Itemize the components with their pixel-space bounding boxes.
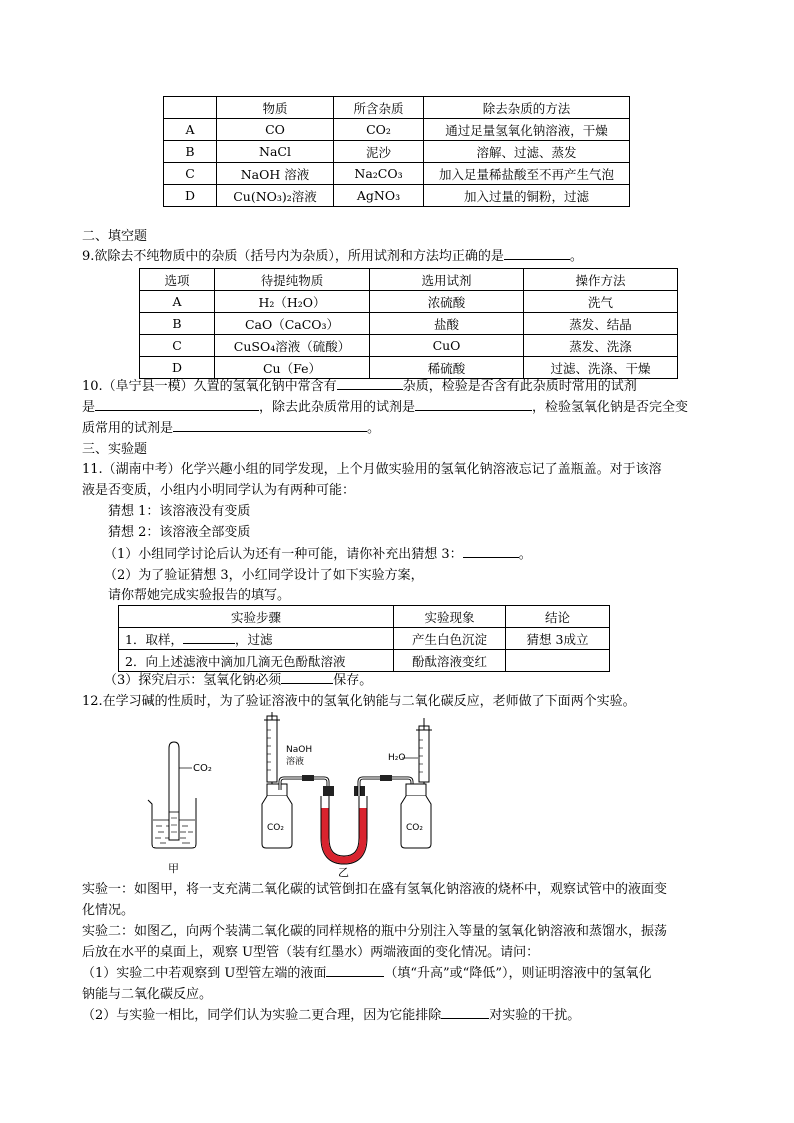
question-11-sub-3 (104, 670, 372, 691)
step-text: 1．取样， (125, 631, 183, 647)
section-heading-experiment: 三、实验题 (82, 442, 148, 457)
guess-1: 猜想 1：该溶液没有变质 (108, 504, 251, 519)
figure-yi (262, 712, 432, 879)
table-cell: Cu（Fe） (215, 357, 370, 379)
question-11-sub-2b: 请你帮她完成实验报告的填写。 (108, 588, 291, 603)
table-row (164, 163, 630, 185)
question-12-line-1: 12.在学习碱的性质时，为了验证溶液中的氢氧化钠能与二氧化碳反应，老师做了下面两个实验。 (82, 694, 636, 709)
table-row (164, 141, 630, 163)
table-cell (164, 97, 217, 119)
table-cell: 除去杂质的方法 (424, 97, 630, 119)
table-cell: CO (217, 119, 334, 141)
question-10-line-1 (82, 376, 637, 397)
experiment-figures (140, 712, 440, 882)
question-10-text: 杂质，检验是否含有此杂质时常用的试剂 (402, 379, 637, 394)
question-10-line-3 (82, 418, 380, 439)
experiment-1-line-1: 实验一：如图甲，将一支充满二氧化碳的试管倒扣在盛有氢氧化钠溶液的烧杯中，观察试管中的液面变 (82, 882, 668, 897)
punctuation: 。 (518, 547, 532, 562)
question-11-line-2: 液是否变质，小组内小明同学认为有两种可能： (82, 483, 356, 498)
table-cell (506, 650, 610, 672)
table-cell: 产生白色沉淀 (394, 628, 506, 650)
question-11-text: （1）小组同学讨论后认为还有一种可能，请你补充出猜想 3： (104, 547, 463, 562)
figure-label-yi: 乙 (338, 866, 349, 879)
question-12-text: （1）实验二中若观察到 U型管左端的液面 (82, 966, 327, 981)
table-cell: CO₂ (334, 119, 424, 141)
question-12-sub-1-cont: 钠能与二氧化碳反应。 (82, 987, 213, 1002)
table-header-row (164, 97, 630, 119)
table-cell: A (164, 119, 217, 141)
table-cell: CuSO₄溶液（硫酸） (215, 335, 370, 357)
step-text: ，过滤 (234, 631, 273, 647)
co2-label-right: CO₂ (406, 823, 423, 833)
table-cell: 加入足量稀盐酸至不再产生气泡 (424, 163, 630, 185)
table-cell: 蒸发、结晶 (524, 313, 678, 335)
answer-blank[interactable] (441, 1005, 489, 1019)
table-cell: A (140, 291, 215, 313)
question-10-text: 是 (82, 400, 96, 415)
question-10-text: ，除去此杂质常用的试剂是 (259, 400, 416, 415)
table-cell: 选用试剂 (370, 269, 524, 291)
table-cell: CaO（CaCO₃） (215, 313, 370, 335)
table-header-row (140, 269, 678, 291)
answer-blank[interactable] (173, 418, 367, 432)
table-cell: NaOH 溶液 (217, 163, 334, 185)
naoh-label: NaOH (286, 745, 313, 755)
table-cell: 实验现象 (394, 606, 506, 628)
table-cell: 盐酸 (370, 313, 524, 335)
bottle-left-icon (262, 796, 292, 848)
question-12-text: （2）与实验一相比，同学们认为实验二更合理，因为它能排除 (82, 1008, 442, 1023)
table-cell: NaCl (217, 141, 334, 163)
table-cell: 所含杂质 (334, 97, 424, 119)
question-11-sub-1 (104, 544, 532, 565)
table-row (140, 313, 678, 335)
syringe-right-icon (419, 726, 429, 782)
table-cell: 蒸发、洗涤 (524, 335, 678, 357)
table-cell: C (140, 335, 215, 357)
punctuation: 。 (367, 421, 381, 436)
table-cell: CuO (370, 335, 524, 357)
table-cell: 通过足量氢氧化钠溶液，干燥 (424, 119, 630, 141)
question-12-text: 对实验的干扰。 (489, 1008, 581, 1023)
question-9 (82, 246, 583, 267)
table-row (119, 650, 610, 672)
figure-label-jia: 甲 (168, 862, 179, 875)
experiment-1-line-2: 化情况。 (82, 903, 135, 918)
table-cell: D (140, 357, 215, 379)
table-cell: 加入过量的铜粉，过滤 (424, 185, 630, 207)
question-11-sub-2: （2）为了验证猜想 3，小红同学设计了如下实验方案， (104, 568, 424, 583)
experiment-report-table (118, 605, 610, 672)
table-row (164, 185, 630, 207)
answer-blank[interactable] (326, 963, 384, 977)
question-12-text: （填“升高”或“降低”），则证明溶液中的氢氧化 (384, 966, 652, 981)
answer-blank[interactable] (415, 397, 532, 411)
question-9-text: 9.欲除去不纯物质中的杂质（括号内为杂质），所用试剂和方法均正确的是 (82, 249, 504, 264)
question-11-line-1: 11.（湖南中考）化学兴趣小组的同学发现，上个月做实验用的氢氧化钠溶液忘记了盖瓶盖。对于该溶 (82, 462, 662, 477)
table-cell: 选项 (140, 269, 215, 291)
table-cell: Na₂CO₃ (334, 163, 424, 185)
co2-label-left: CO₂ (267, 823, 284, 833)
answer-blank[interactable] (281, 670, 333, 684)
table-cell: 2．向上述滤液中滴加几滴无色酚酞溶液 (119, 650, 394, 672)
table-row (140, 291, 678, 313)
table-cell: 酚酞溶液变红 (394, 650, 506, 672)
table-row (164, 119, 630, 141)
table-cell: Cu(NO₃)₂溶液 (217, 185, 334, 207)
impurity-table-1 (163, 96, 630, 207)
question-12-sub-2 (82, 1005, 580, 1026)
table-cell: 泥沙 (334, 141, 424, 163)
purification-table-2 (139, 268, 678, 379)
red-ink (325, 808, 363, 860)
table-cell: 稀硫酸 (370, 357, 524, 379)
table-cell: 洗气 (524, 291, 678, 313)
syringe-left-icon (267, 716, 277, 782)
question-10-text: ，检验氢氧化钠是否完全变 (532, 400, 689, 415)
answer-blank[interactable] (504, 246, 570, 260)
table-cell: B (164, 141, 217, 163)
question-10-text: 质常用的试剂是 (82, 421, 174, 436)
experiment-2-line-1: 实验二：如图乙，向两个装满二氧化碳的同样规格的瓶中分别注入等量的氢氧化钠溶液和蒸馏水，振荡 (82, 924, 668, 939)
punctuation: 。 (569, 249, 583, 264)
table-cell: 过滤、洗涤、干燥 (524, 357, 678, 379)
co2-label: CO₂ (193, 763, 212, 774)
figure-jia (148, 742, 212, 875)
table-cell: 浓硫酸 (370, 291, 524, 313)
answer-blank[interactable] (337, 376, 403, 390)
h2o-label: H₂O (388, 753, 406, 763)
answer-blank[interactable] (183, 630, 235, 644)
section-heading-fill-blank: 二、填空题 (82, 229, 148, 244)
answer-blank[interactable] (95, 397, 259, 411)
table-cell: 待提纯物质 (215, 269, 370, 291)
table-cell: 溶解、过滤、蒸发 (424, 141, 630, 163)
experiment-2-line-2: 后放在水平的桌面上，观察 U型管（装有红墨水）两端液面的变化情况。请问： (82, 945, 540, 960)
table-cell: 猜想 3成立 (506, 628, 610, 650)
table-cell: H₂（H₂O） (215, 291, 370, 313)
bottle-right-icon (401, 796, 431, 848)
question-10-line-2 (82, 397, 688, 418)
answer-blank[interactable] (463, 544, 519, 558)
table-cell: 实验步骤 (119, 606, 394, 628)
table-row (140, 335, 678, 357)
question-11-text: 保存。 (333, 673, 373, 688)
table-cell: 物质 (217, 97, 334, 119)
table-cell (119, 628, 394, 650)
question-11-text: （3）探究启示：氢氧化钠必须 (104, 673, 282, 688)
table-cell: C (164, 163, 217, 185)
question-12-sub-1 (82, 963, 651, 984)
table-header-row (119, 606, 610, 628)
guess-2: 猜想 2：该溶液全部变质 (108, 525, 251, 540)
table-cell: B (140, 313, 215, 335)
table-row (119, 628, 610, 650)
solution-label: 溶液 (286, 757, 305, 767)
table-cell: 操作方法 (524, 269, 678, 291)
question-10-text: 10.（阜宁县一模）久置的氢氧化钠中常含有 (82, 379, 337, 394)
table-cell: 结论 (506, 606, 610, 628)
table-cell: D (164, 185, 217, 207)
table-cell: AgNO₃ (334, 185, 424, 207)
